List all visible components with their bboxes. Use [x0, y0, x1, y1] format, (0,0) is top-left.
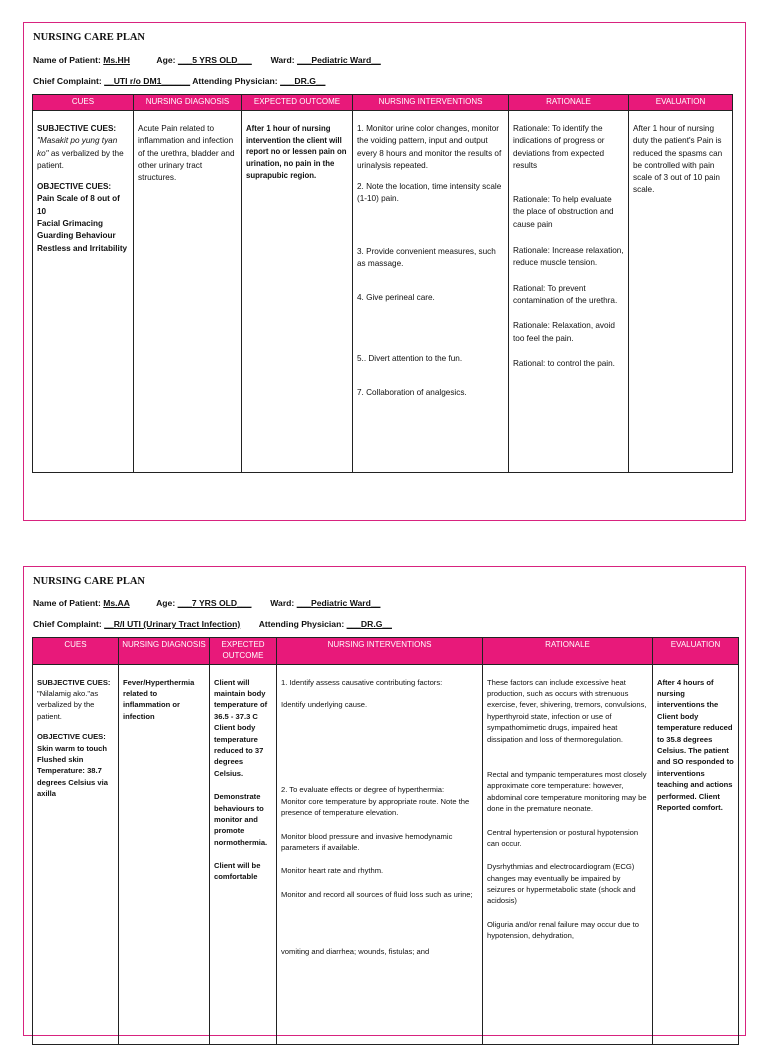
- patient-info-line: [33, 55, 381, 65]
- objective-item: Skin warm to touch: [37, 743, 108, 753]
- physician-label: Attending Physician:: [192, 76, 278, 86]
- ward-value: ___Pediatric Ward__: [296, 598, 381, 608]
- header-evaluation: EVALUATION: [653, 638, 739, 665]
- care-plan-2: [23, 566, 746, 1036]
- evaluation-cell: [653, 664, 739, 1044]
- plan-title: NURSING CARE PLAN: [33, 32, 146, 43]
- complaint-label: Chief Complaint:: [33, 76, 102, 86]
- rationale-item: Rationale: To help evaluate the place of obstruction and cause pain: [513, 195, 614, 229]
- objective-item: Pain Scale of 8 out of 10: [37, 194, 120, 216]
- header-evaluation: EVALUATION: [629, 95, 733, 111]
- rationale-item: Dysrhythmias and electrocardiogram (ECG) changes may eventually be impaired by seizures or hypermetabolic state (shock and acidosis): [487, 862, 636, 906]
- rationale-item: Rationale: Increase relaxation, reduce muscle tension.: [513, 246, 624, 268]
- header-interventions: NURSING INTERVENTIONS: [277, 638, 483, 665]
- rationale-item: Rational: to control the pain.: [513, 358, 615, 368]
- outcome-cell: [242, 111, 353, 473]
- rationale-item: Rationale: Relaxation, avoid too feel the pain.: [513, 321, 615, 343]
- age-label: Age:: [156, 55, 176, 65]
- intervention-item: 5.. Divert attention to the fun.: [357, 353, 463, 363]
- header-cues: CUES: [33, 95, 134, 111]
- evaluation-text: After 1 hour of nursing duty the patient's Pain is reduced the spasms can be controlled with pain scale of 3 out of 10 pain scale.: [633, 124, 723, 195]
- rationale-item: Oliguria and/or renal failure may occur due to hypotension, dehydration,: [487, 919, 639, 941]
- objective-label: OBJECTIVE CUES:: [37, 732, 106, 742]
- header-row: [33, 95, 733, 111]
- intervention-item: Identify underlying cause.: [281, 699, 368, 709]
- objective-item: Guarding Behaviour: [37, 231, 116, 241]
- complaint-line: [33, 619, 392, 629]
- evaluation-text: After 4 hours of nursing interventions the Client body temperature reduced to 35.8 degrees Celsius. The patient and SO responded to interventions teaching and actions performed. Client Reported comfort.: [657, 677, 734, 812]
- outcome-item: Client will maintain body temperature of 36.5 - 37.3 C Client body temperature reduced to 37 degrees Celsius.: [214, 677, 268, 778]
- diagnosis-cell: [134, 111, 242, 473]
- age-value: ___5 YRS OLD___: [177, 55, 252, 65]
- care-plan-table: [32, 94, 733, 473]
- subjective-quote: "Masakit po yung tyan ko": [37, 136, 118, 158]
- objective-label: OBJECTIVE CUES:: [37, 182, 112, 192]
- patient-name: Ms.AA: [103, 598, 130, 608]
- header-rationale: RATIONALE: [483, 638, 653, 665]
- complaint-value: __R/I UTI (Urinary Tract Infection): [104, 619, 241, 629]
- physician-value: ___DR.G__: [280, 76, 326, 86]
- header-outcome: EXPECTED OUTCOME: [210, 638, 277, 665]
- header-interventions: NURSING INTERVENTIONS: [353, 95, 509, 111]
- complaint-value: __UTI r/o DM1______: [104, 76, 191, 86]
- intervention-item: Monitor core temperature by appropriate route. Note the presence of temperature elevation.: [281, 796, 470, 818]
- patient-name: Ms.HH: [103, 55, 130, 65]
- cues-cell: [33, 664, 119, 1044]
- subjective-quote: "Nilalamig ako.": [37, 688, 91, 698]
- intervention-item: Monitor heart rate and rhythm.: [281, 866, 384, 876]
- rationale-cell: [509, 111, 629, 473]
- outcome-text: After 1 hour of nursing intervention the client will report no or lessen pain on urination, no pain in the suprapubic region.: [246, 124, 347, 180]
- outcome-item: Demonstrate behaviours to monitor and promote normothermia.: [214, 792, 268, 847]
- header-diagnosis: NURSING DIAGNOSIS: [134, 95, 242, 111]
- objective-item: Facial Grimacing: [37, 219, 103, 229]
- rationale-item: Rationale: To identify the indications of progress or deviations from expected results: [513, 124, 605, 170]
- interventions-cell: [353, 111, 509, 473]
- intervention-item: 1. Monitor urine color changes, monitor the voiding pattern, input and output every 8 hours and monitor the results of urinalysis repeated.: [357, 124, 502, 170]
- physician-value: ___DR.G__: [346, 619, 392, 629]
- outcome-cell: [210, 664, 277, 1044]
- evaluation-cell: [629, 111, 733, 473]
- intervention-item: 2. To evaluate effects or degree of hyperthermia:: [281, 785, 445, 795]
- intervention-item: Monitor and record all sources of fluid loss such as urine;: [281, 889, 473, 899]
- intervention-item: vomiting and diarrhea; wounds, fistulas; and: [281, 947, 430, 957]
- header-outcome: EXPECTED OUTCOME: [242, 95, 353, 111]
- intervention-item: 3. Provide convenient measures, such as massage.: [357, 246, 496, 269]
- objective-item: Restless and Irritability: [37, 243, 128, 253]
- diagnosis-text: Fever/Hyperthermia related to inflammation or infection: [123, 677, 195, 721]
- intervention-item: 7. Collaboration of analgesics.: [357, 387, 467, 397]
- age-value: ___7 YRS OLD___: [177, 598, 252, 608]
- patient-info-line: [33, 598, 380, 608]
- header-diagnosis: NURSING DIAGNOSIS: [119, 638, 210, 665]
- rationale-cell: [483, 664, 653, 1044]
- subjective-rest: as verbalized by the patient.: [37, 688, 99, 721]
- interventions-cell: [277, 664, 483, 1044]
- rationale-item: Central hypertension or postural hypotension can occur.: [487, 827, 639, 848]
- diagnosis-cell: [119, 664, 210, 1044]
- subjective-rest: as verbalized by the patient.: [37, 148, 124, 170]
- patient-label: Name of Patient:: [33, 598, 101, 608]
- cues-cell: [33, 111, 134, 473]
- intervention-item: 2. Note the location, time intensity scale (1-10) pain.: [357, 182, 502, 204]
- physician-label: Attending Physician:: [258, 619, 345, 629]
- rationale-item: Rectal and tympanic temperatures most closely approximate core temperature: however, abdominal core temperature monitoring may be done in the premature neonate.: [487, 769, 647, 814]
- intervention-item: Monitor blood pressure and invasive hemodynamic parameters if available.: [281, 831, 453, 852]
- rationale-item: These factors can include excessive heat production, such as occurs with strenuous exercise, fever, shivering, tremors, convulsions, hyperthyroid state, infection or use of sympathomimetic drugs, impaired heat dissipation and loss of thermoregulation.: [487, 677, 647, 744]
- rationale-item: Rational: To prevent contamination of the urethra.: [513, 283, 618, 305]
- care-plan-1: [23, 22, 746, 521]
- subjective-label: SUBJECTIVE CUES:: [37, 124, 117, 133]
- ward-label: Ward:: [270, 55, 295, 65]
- objective-item: Flushed skin: [37, 754, 84, 764]
- complaint-line: [33, 76, 325, 86]
- outcome-item: Client will be comfortable: [214, 861, 261, 882]
- diagnosis-text: Acute Pain related to inflammation and infection of the urethra, bladder and other urinary tract structures.: [138, 124, 235, 183]
- complaint-label: Chief Complaint:: [33, 619, 102, 629]
- intervention-item: 1. Identify assess causative contributing factors:: [281, 677, 443, 687]
- table-row: [33, 664, 739, 1044]
- header-rationale: RATIONALE: [509, 95, 629, 111]
- plan-title: NURSING CARE PLAN: [33, 576, 146, 587]
- table-row: [33, 111, 733, 473]
- subjective-label: SUBJECTIVE CUES:: [37, 677, 111, 687]
- ward-value: ___Pediatric Ward__: [297, 55, 381, 65]
- care-plan-table: [32, 637, 739, 1045]
- ward-label: Ward:: [270, 598, 295, 608]
- header-row: [33, 638, 739, 665]
- header-cues: CUES: [33, 638, 119, 665]
- age-label: Age:: [156, 598, 176, 608]
- objective-item: Temperature: 38.7 degrees Celsius via axilla: [37, 766, 108, 799]
- patient-label: Name of Patient:: [33, 55, 101, 65]
- intervention-item: 4. Give perineal care.: [357, 293, 435, 303]
